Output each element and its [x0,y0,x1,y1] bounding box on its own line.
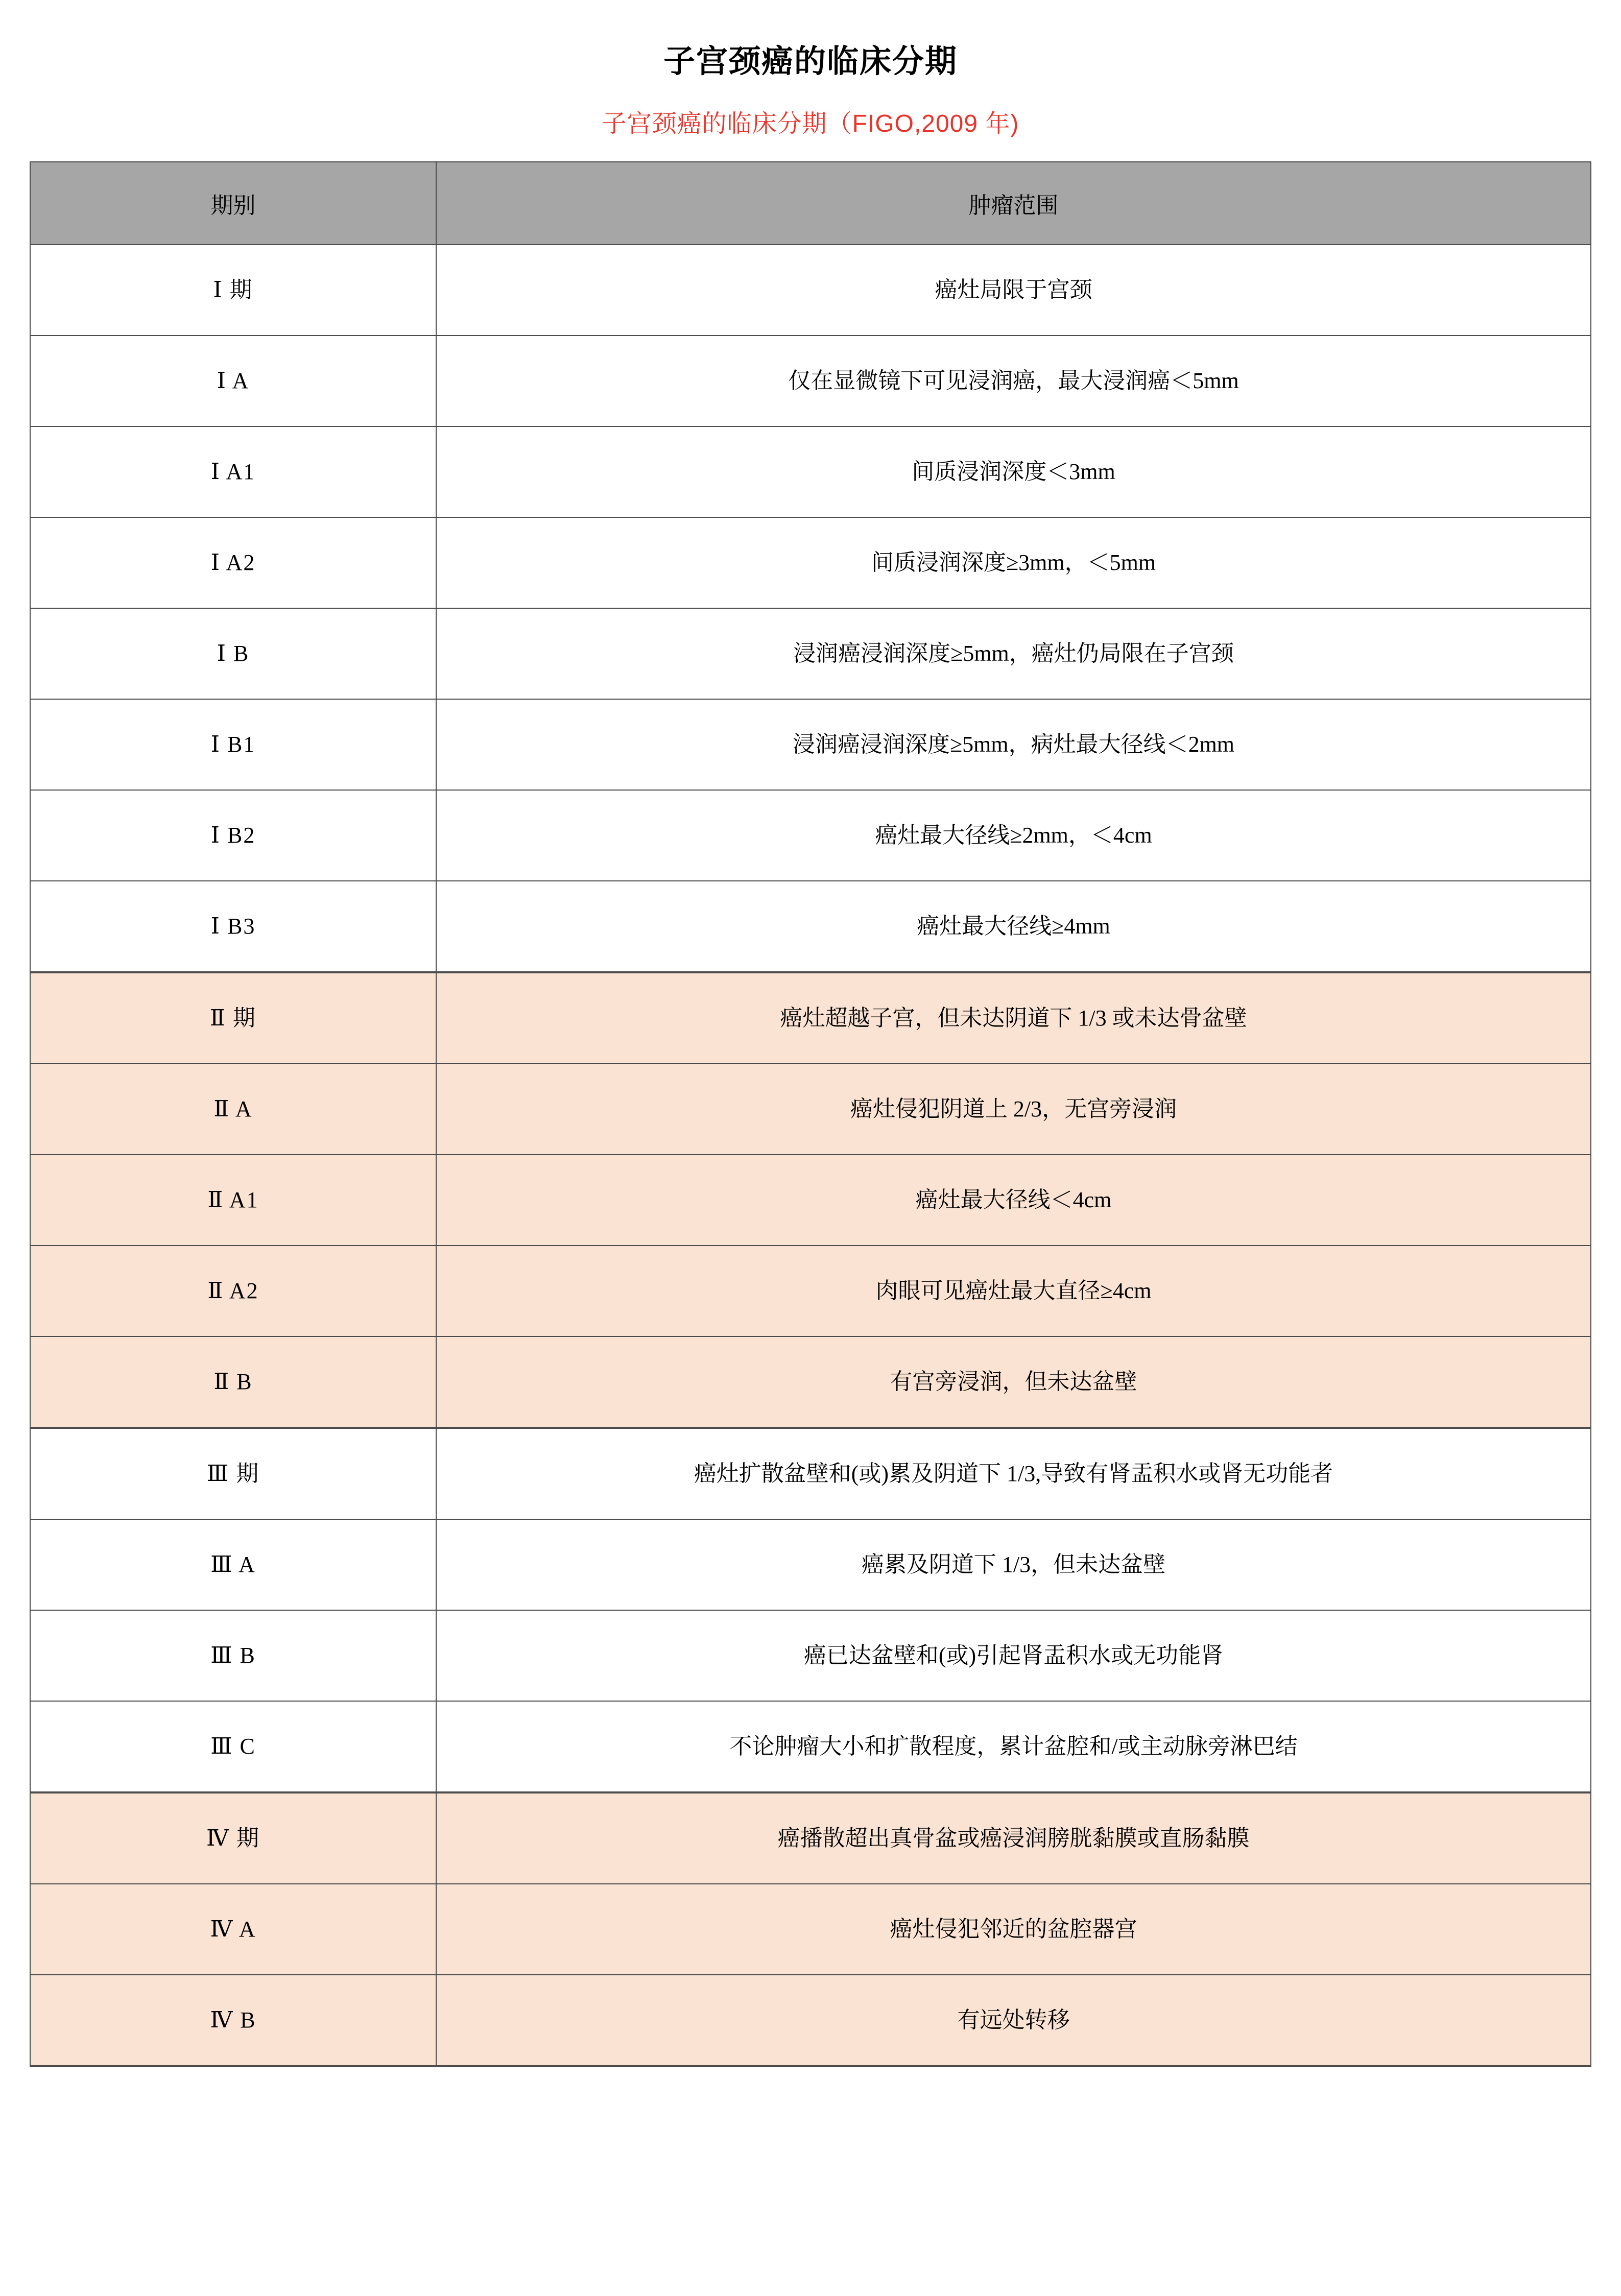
table-row [30,972,1591,1064]
table-row [30,1975,1591,2066]
extent-cell: 癌灶最大径线≥2mm，＜4cm [436,790,1591,881]
stage-cell: Ⅰ A [30,336,436,426]
table-row [30,1428,1591,1519]
extent-cell: 癌灶局限于宫颈 [436,245,1591,336]
stage-cell: Ⅳ 期 [30,1792,436,1884]
page-subtitle: 子宫颈癌的临床分期（FIGO,2009 年) [602,110,1019,137]
table-row [30,1336,1591,1428]
table-row [30,1155,1591,1246]
stage-cell: Ⅲ 期 [30,1428,436,1519]
stage-cell: Ⅱ A [30,1064,436,1155]
table-row [30,608,1591,699]
stage-cell: Ⅰ A1 [30,426,436,517]
stage-cell: Ⅰ B [30,608,436,699]
table-row [30,426,1591,517]
extent-cell: 癌灶超越子宫，但未达阴道下 1/3 或未达骨盆壁 [436,972,1591,1064]
table-header-row [30,162,1591,245]
table-row [30,336,1591,426]
extent-cell: 癌播散超出真骨盆或癌浸润膀胱黏膜或直肠黏膜 [436,1792,1591,1884]
extent-cell: 间质浸润深度＜3mm [436,426,1591,517]
extent-cell: 癌灶最大径线≥4mm [436,881,1591,972]
stage-cell: Ⅰ B2 [30,790,436,881]
stage-cell: Ⅳ B [30,1975,436,2066]
column-header-stage: 期别 [30,162,436,245]
extent-cell: 癌累及阴道下 1/3，但未达盆壁 [436,1519,1591,1610]
clinical-staging-table [30,161,1591,2067]
table-row [30,790,1591,881]
extent-cell: 浸润癌浸润深度≥5mm，病灶最大径线＜2mm [436,699,1591,790]
stage-cell: Ⅲ C [30,1701,436,1792]
table-row [30,517,1591,608]
table-row [30,1246,1591,1336]
stage-cell: Ⅲ B [30,1610,436,1701]
stage-cell: Ⅳ A [30,1884,436,1975]
stage-cell: Ⅱ B [30,1336,436,1428]
stage-cell: Ⅱ A1 [30,1155,436,1246]
table-row [30,1792,1591,1884]
extent-cell: 癌灶扩散盆壁和(或)累及阴道下 1/3,导致有肾盂积水或肾无功能者 [436,1428,1591,1519]
table-header [30,162,1591,245]
stage-cell: Ⅰ B1 [30,699,436,790]
stage-cell: Ⅰ A2 [30,517,436,608]
table-body [30,245,1591,2066]
table-row [30,881,1591,972]
stage-cell: Ⅱ A2 [30,1246,436,1336]
extent-cell: 不论肿瘤大小和扩散程度，累计盆腔和/或主动脉旁淋巴结 [436,1701,1591,1792]
table-row [30,1064,1591,1155]
stage-cell: Ⅲ A [30,1519,436,1610]
stage-cell: Ⅰ 期 [30,245,436,336]
table-row [30,1610,1591,1701]
table-row [30,1519,1591,1610]
extent-cell: 癌灶侵犯阴道上 2/3，无宫旁浸润 [436,1064,1591,1155]
table-row [30,1884,1591,1975]
column-header-extent: 肿瘤范围 [436,162,1591,245]
extent-cell: 有宫旁浸润，但未达盆壁 [436,1336,1591,1428]
extent-cell: 有远处转移 [436,1975,1591,2066]
extent-cell: 间质浸润深度≥3mm，＜5mm [436,517,1591,608]
page-title: 子宫颈癌的临床分期 [663,44,958,79]
extent-cell: 癌灶最大径线＜4cm [436,1155,1591,1246]
extent-cell: 肉眼可见癌灶最大直径≥4cm [436,1246,1591,1336]
table-row [30,699,1591,790]
table-row [30,245,1591,336]
stage-cell: Ⅱ 期 [30,972,436,1064]
extent-cell: 癌已达盆壁和(或)引起肾盂积水或无功能肾 [436,1610,1591,1701]
extent-cell: 癌灶侵犯邻近的盆腔器宫 [436,1884,1591,1975]
stage-cell: Ⅰ B3 [30,881,436,972]
extent-cell: 仅在显微镜下可见浸润癌，最大浸润癌＜5mm [436,336,1591,426]
table-row [30,1701,1591,1792]
extent-cell: 浸润癌浸润深度≥5mm，癌灶仍局限在子宫颈 [436,608,1591,699]
